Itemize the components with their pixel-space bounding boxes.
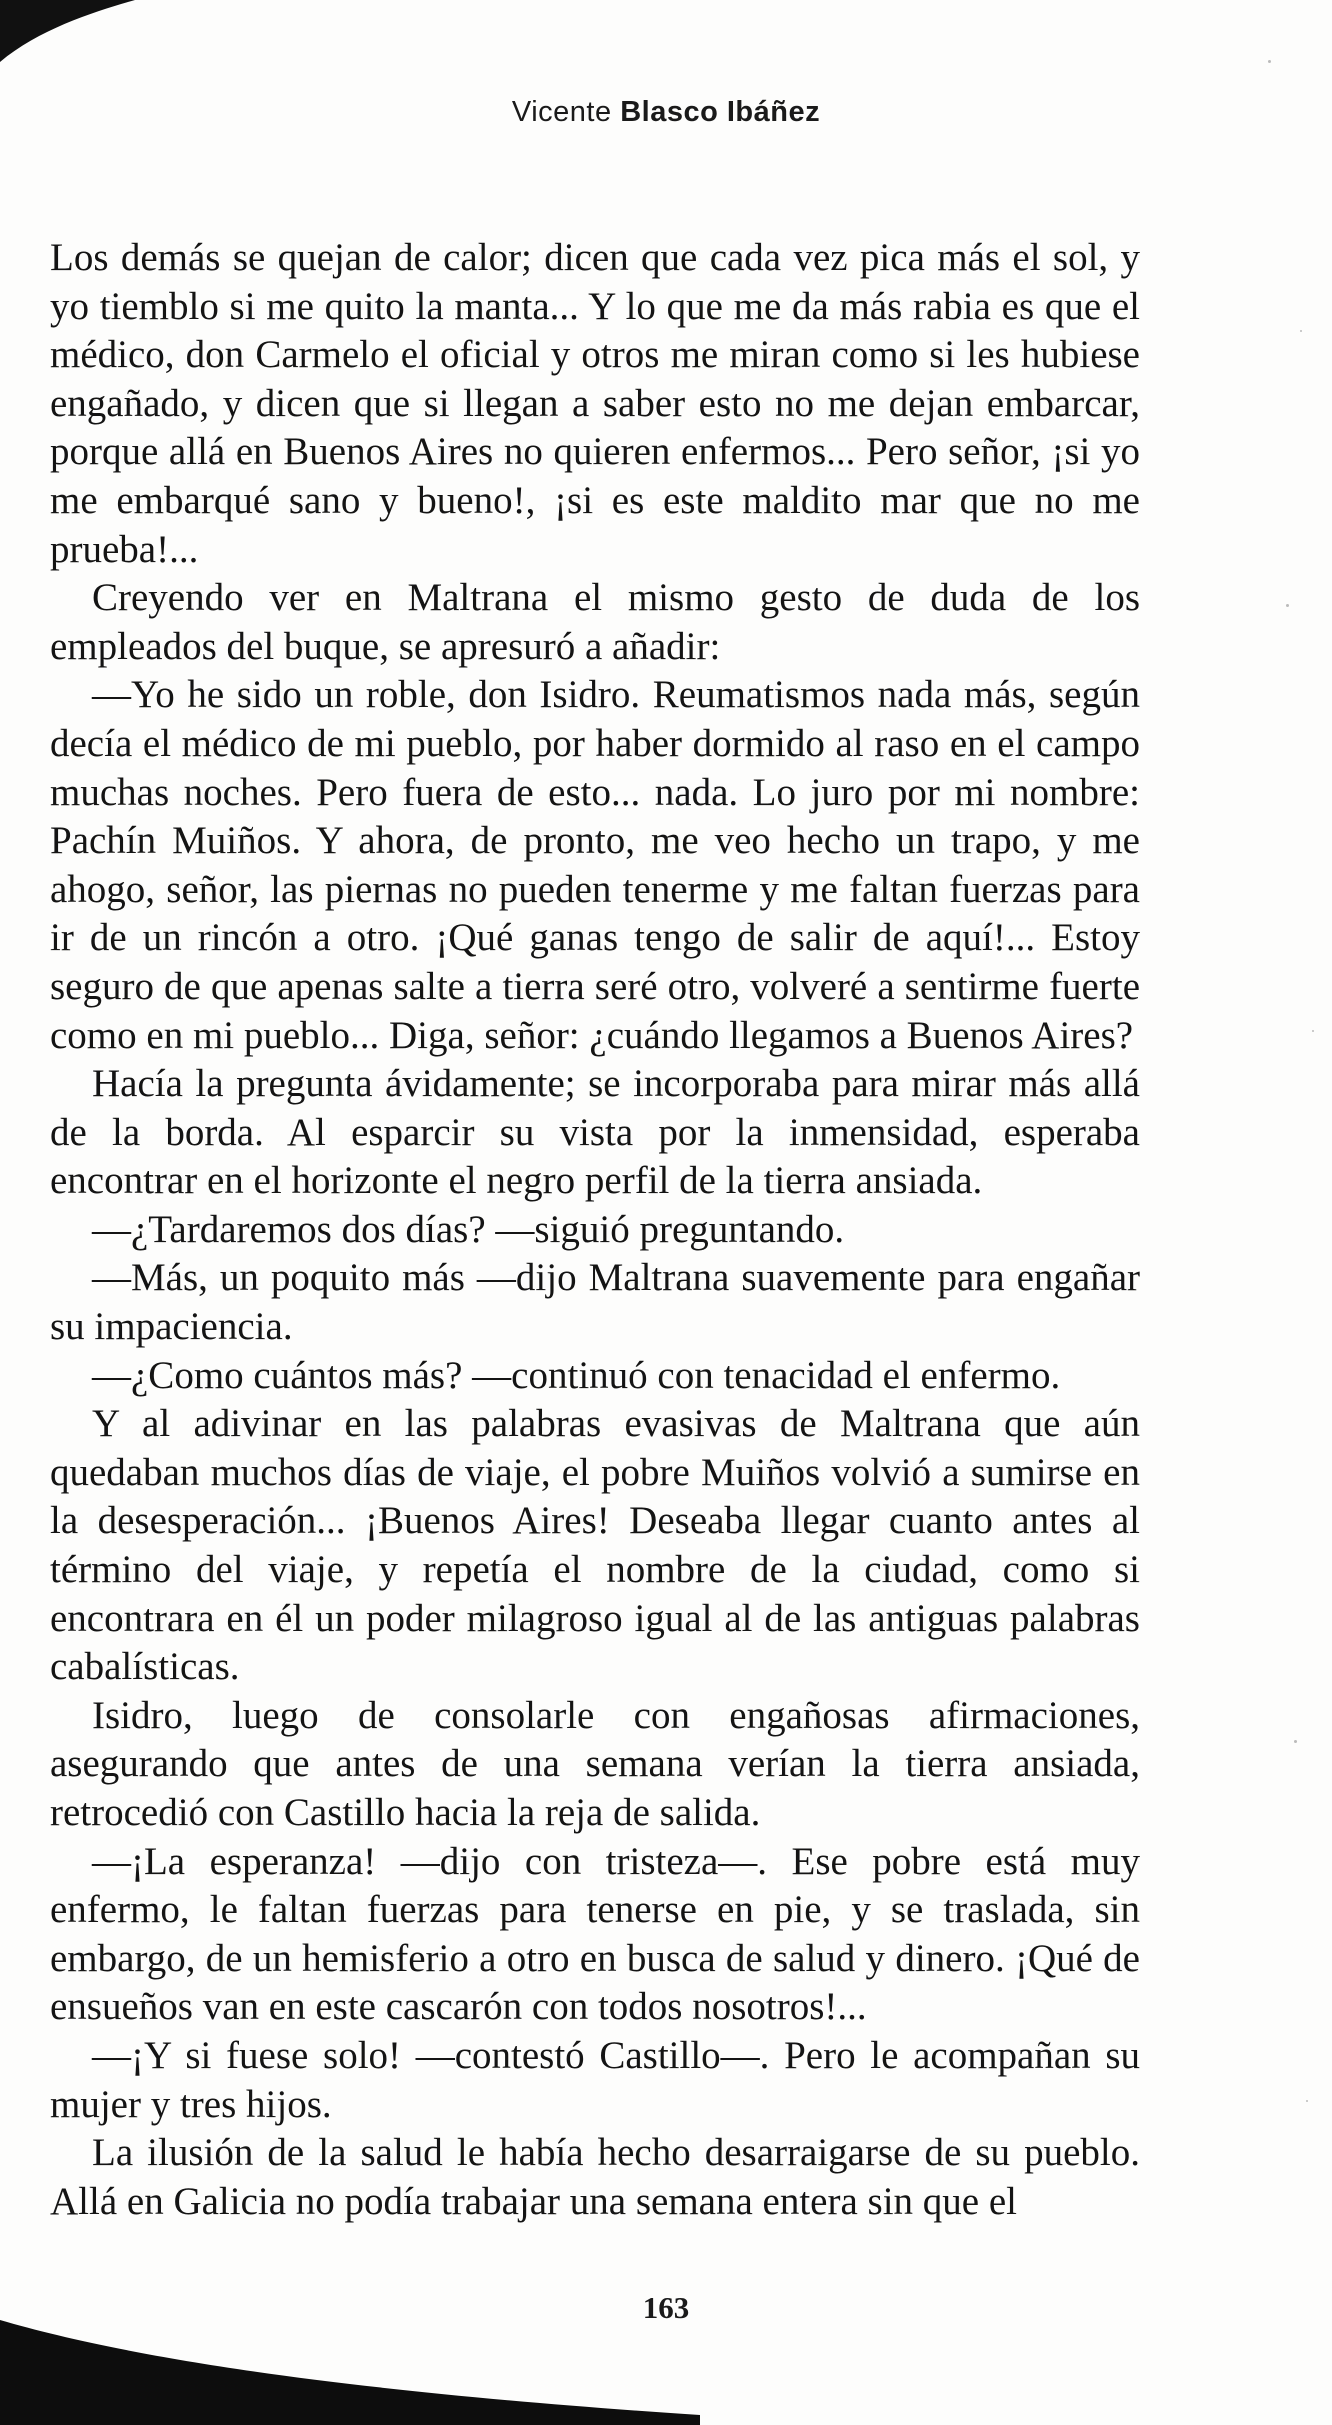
body-text [50, 234, 1140, 2226]
scan-shadow-top-left [0, 0, 150, 80]
paragraph: Creyendo ver en Maltrana el mismo gesto de duda de los empleados del buque, se apresuró a añadir: [50, 576, 1140, 668]
author-first-name: Vicente [511, 96, 612, 128]
scan-speck [1306, 2100, 1308, 2102]
scan-speck [1300, 330, 1302, 332]
paragraph: —Yo he sido un roble, don Isidro. Reumatismos nada más, según decía el médico de mi pueblo, por haber dormido al raso en el campo muchas noches. Pero fuera de esto... nada. Lo juro por mi nombre: Pachín Muiños. Y ahora, de pronto, me veo hecho un trapo, y me ahogo, señor, las piernas no pueden tenerme y me faltan fuerzas para ir de un rincón a otro. ¡Qué ganas tengo de salir de aquí!... Estoy seguro de que apenas salte a tierra seré otro, volveré a sentirme fuerte como en mi pueblo... Diga, señor: ¿cuándo llegamos a Buenos Aires? [50, 673, 1140, 1057]
scan-shadow-bottom-left [0, 2295, 700, 2425]
scan-speck [1294, 1740, 1297, 1743]
scan-speck [1312, 1030, 1314, 1032]
scan-speck [1286, 604, 1289, 607]
paragraph: —¿Como cuántos más? —continuó con tenacidad el enfermo. [92, 1353, 1061, 1397]
page-number: 163 [642, 2290, 690, 2325]
author-last-name: Blasco Ibáñez [620, 96, 821, 128]
paragraph: Isidro, luego de consolarle con engañosas afirmaciones, asegurando que antes de una semana verían la tierra ansiada, retrocedió con Castillo hacia la reja de salida. [50, 1693, 1140, 1834]
scan-speck [1268, 60, 1271, 63]
paragraph: Los demás se quejan de calor; dicen que cada vez pica más el sol, y yo tiemblo si me quito la manta... Y lo que me da más rabia es que el médico, don Carmelo el oficial y otros me miran como si les hubiese engañado, y dicen que si llegan a saber esto no me dejan embarcar, porque allá en Buenos Aires no quieren enfermos... Pero señor, ¡si yo me embarqué sano y bueno!, ¡si es este maldito mar que no me prueba!... [50, 236, 1140, 571]
paragraph: —¡Y si fuese solo! —contestó Castillo—. Pero le acompañan su mujer y tres hijos. [50, 2033, 1140, 2126]
paragraph: —Más, un poquito más —dijo Maltrana suavemente para engañar su impaciencia. [50, 1256, 1140, 1349]
paragraph: Y al adivinar en las palabras evasivas de Maltrana que aún quedaban muchos días de viaje, el pobre Muiños volvió a sumirse en la desesperación... ¡Buenos Aires! Deseaba llegar cuanto antes al término del viaje, y repetía el nombre de la ciudad, como si encontrara en él un poder milagroso igual al de las antiguas palabras cabalísticas. [50, 1402, 1140, 1689]
paragraph: La ilusión de la salud le había hecho desarraigarse de su pueblo. Allá en Galicia no podía trabajar una semana entera sin que el [50, 2131, 1140, 2223]
paragraph: —¡La esperanza! —dijo con tristeza—. Ese pobre está muy enfermo, le faltan fuerzas para tenerse en pie, y se traslada, sin embargo, de un hemisferio a otro en busca de salud y dinero. ¡Qué de ensueños van en este cascarón con todos nosotros!... [50, 1839, 1140, 2029]
paragraph: Hacía la pregunta ávidamente; se incorporaba para mirar más allá de la borda. Al esparcir su vista por la inmensidad, esperaba encontrar en el horizonte el negro perfil de la tierra ansiada. [50, 1062, 1140, 1203]
running-header [0, 96, 1332, 129]
paragraph: —¿Tardaremos dos días? —siguió preguntando. [92, 1207, 845, 1251]
